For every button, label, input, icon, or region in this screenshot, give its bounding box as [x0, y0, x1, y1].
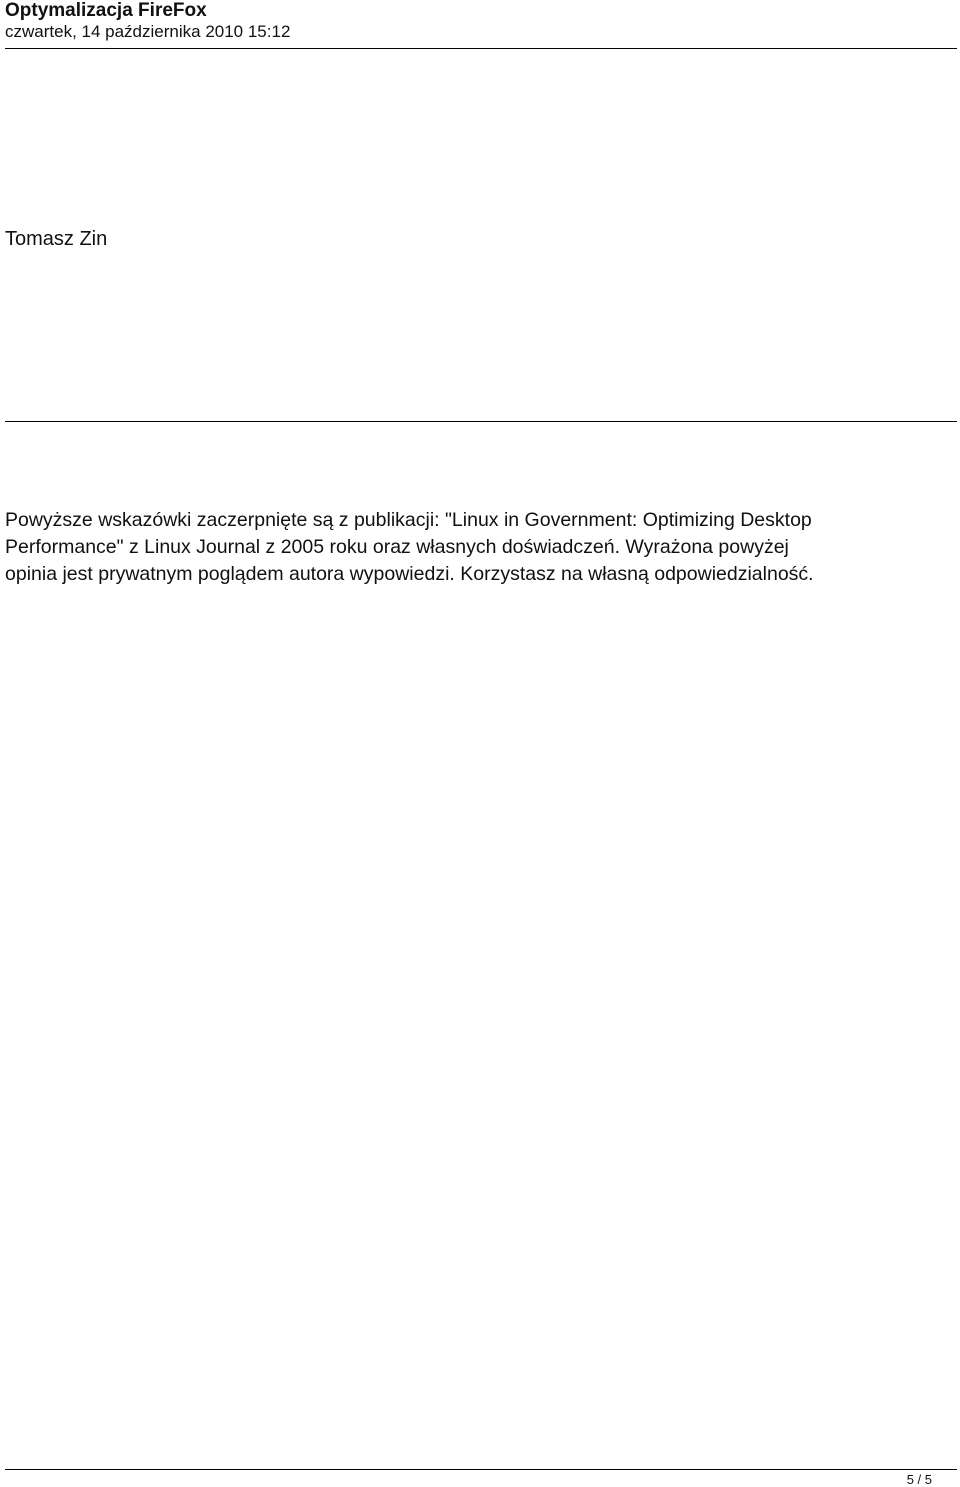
disclaimer-paragraph: [5, 507, 955, 588]
header-divider: [5, 48, 957, 49]
page-number: 5 / 5: [906, 1472, 932, 1487]
document-title: Optymalizacja FireFox: [5, 0, 207, 21]
disclaimer-line: Powyższe wskazówki zaczerpnięte są z publikacji: "Linux in Government: Optimizing Desktop: [5, 509, 812, 531]
author-name: Tomasz Zin: [5, 228, 108, 250]
section-divider: [5, 421, 957, 422]
footer-divider: [5, 1469, 957, 1470]
document-date: czwartek, 14 października 2010 15:12: [5, 22, 291, 41]
disclaimer-line: Performance" z Linux Journal z 2005 roku oraz własnych doświadczeń. Wyrażona powyżej: [5, 536, 789, 558]
disclaimer-line: opinia jest prywatnym poglądem autora wypowiedzi. Korzystasz na własną odpowiedzialność.: [5, 563, 814, 585]
